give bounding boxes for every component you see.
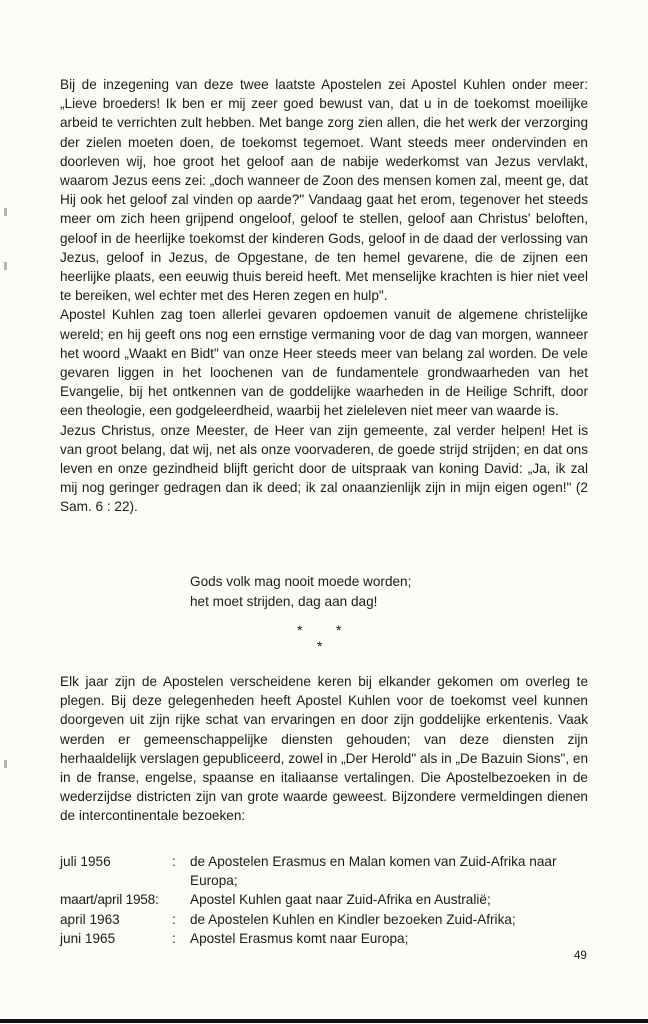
- text-block-1: [60, 75, 588, 517]
- scan-speck: [4, 262, 7, 270]
- visit-text: de Apostelen Kuhlen en Kindler bezoeken Zuid-Afrika;: [190, 911, 516, 927]
- visit-row: [60, 890, 600, 909]
- asterisk: *: [297, 622, 303, 638]
- visit-date: maart/april 1958:: [60, 892, 159, 908]
- visit-text: de Apostelen Erasmus en Malan komen van Zuid-Afrika naar Europa;: [190, 854, 557, 889]
- paragraph: Bij de inzegening van deze twee laatste Apostelen zei Apostel Kuhlen onder meer: „Lieve broeders! Ik ben er mij zeer goed bewust van, dat u in de toekomst moeilijke arbeid te verrichten zult hebben. Met bange zorg zien allen, die het werk der verzorging der zielen moeten doen, de toekomst tegemoet. Want steeds meer ondervinden en doorleven wij, hoe groot het geloof aan de nabije wederkomst van Jezus vervlakt, waarom Jezus eens zei: „doch wanneer de Zoon des mensen komen zal, meent ge, dat Hij ook het geloof zal vinden op aarde?" Vandaag gaat het erom, tegenover het steeds meer om zich heen grijpend ongeloof, geloof te stellen, geloof aan Christus' beloften, geloof in de heerlijke toekomst der kinderen Gods, geloof in de daad der verlossing van Jezus, geloof in Jezus, de Opgestane, de ten hemel gevarene, die de zijnen een heerlijke plaats, een eeuwig thuis bereid heeft. Met menselijke krachten is hier niet veel te bereiken, wel echter met des Heren zegen en hulp".: [60, 77, 588, 304]
- visit-text: Apostel Kuhlen gaat naar Zuid-Afrika en Australië;: [190, 892, 491, 908]
- scan-speck: [4, 208, 7, 216]
- asterisk: *: [336, 622, 342, 638]
- visit-row: [60, 929, 600, 948]
- page-number: 49: [574, 950, 587, 962]
- visit-separator: :: [172, 911, 176, 927]
- paragraph: Apostel Kuhlen zag toen allerlei gevaren opdoemen vanuit de algemene christelijke wereld; en hij geeft ons nog een ernstige vermaning voor de dag van morgen, wanneer het woord „Waakt en Bidt" van onze Heer steeds meer van belang zal worden. De vele gevaren liggen in het loochenen van de fundamentele grondwaarheden van het Evangelie, bij het ontkennen van de goddelijke waarheden in de Heilige Schrift, door een theologie, een godgeleerdheid, waarbij het zieleleven niet meer van waarde is.: [60, 307, 588, 419]
- paragraph: Jezus Christus, onze Meester, de Heer van zijn gemeente, zal verder helpen! Het is van groot belang, dat wij, net als onze voorvaderen, de goede strijd strijden; en dat ons leven en onze gezindheid blijft gericht door de uitspraak van koning David: „Ja, ik zal mij nog geringer gedragen dan ik deed; ik zal onaanzienlijk zijn in mijn eigen ogen!" (2 Sam. 6 : 22).: [60, 422, 588, 515]
- visit-separator: :: [172, 930, 176, 946]
- poem: [190, 572, 411, 611]
- poem-line: het moet strijden, dag aan dag!: [190, 593, 378, 609]
- visit-row: [60, 910, 600, 929]
- scan-speck: [4, 760, 7, 768]
- page-bottom-edge: [0, 1019, 648, 1023]
- visit-separator: :: [172, 854, 176, 869]
- visit-row: [60, 852, 600, 890]
- text-block-2: [60, 672, 588, 826]
- visit-text: Apostel Erasmus komt naar Europa;: [190, 930, 409, 946]
- visit-date: juli 1956: [60, 854, 111, 869]
- poem-line: Gods volk mag nooit moede worden;: [190, 574, 412, 589]
- visit-date: juni 1965: [60, 930, 116, 946]
- paragraph: Elk jaar zijn de Apostelen verscheidene keren bij elkander gekomen om overleg te plegen. Bij deze gelegenheden heeft Apostel Kuhlen voor de toekomst veel kunnen doorgeven uit zijn rijke schat van ervaringen en door zijn goddelijke erkentenis. Vaak werden er gemeenschappelijke diensten gehouden; van deze diensten zijn herhaaldelijk verslagen gepubliceerd, zowel in „Der Herold" als in „De Bazuin Sions", en in de franse, engelse, spaanse en italiaanse vertalingen. Die Apostelbezoeken in de wederzijdse districten zijn van grote waarde geweest. Bijzondere vermeldingen dienen de intercontinentale bezoeken:: [60, 674, 588, 824]
- visits-list: [60, 852, 600, 948]
- asterisk: *: [317, 638, 323, 654]
- visit-date: april 1963: [60, 911, 120, 927]
